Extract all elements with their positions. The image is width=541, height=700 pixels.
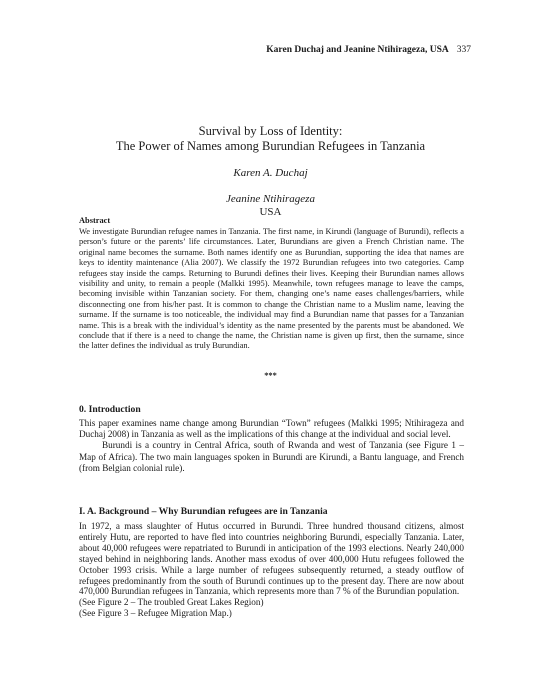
background-paragraph-1: In 1972, a mass slaughter of Hutus occurred in Burundi. Three hundred thousand citizens, almost entirely Hutu, are reported to have fled into countries neighboring Burundi, especially Tanzania. Later, about 40,000 refugees were repatriated to Burundi in anticipation of the 1993 elections. Nearly 240,000 stayed behind in neighboring lands. Another mass exodus of over 400,000 Hutu refugees followed the October 1993 crisis. While a large number of refugees subsequently returned, a steady outflow of refugees predominantly from the south of Burundi continues up to the present day. There are now about 470,000 Burundian refugees in Tanzania, which represents more than 7 % of the Burundian population. <box>79 521 464 597</box>
title-block <box>0 124 541 219</box>
author-2: Jeanine Ntihirageza <box>226 193 315 205</box>
section-separator: *** <box>264 371 277 380</box>
introduction-paragraph-2: Burundi is a country in Central Africa, south of Rwanda and west of Tanzania (see Figure 1 – Map of Africa). The two main languages spoken in Burundi are Kirundi, a Bantu language, and French (from Belgian colonial rule). <box>79 440 464 473</box>
background-body <box>79 521 464 619</box>
introduction-body <box>79 418 464 474</box>
running-head <box>266 45 471 55</box>
author-1: Karen A. Duchaj <box>233 167 308 179</box>
figure-reference-3: (See Figure 3 – Refugee Migration Map.) <box>79 608 232 619</box>
affiliation: USA <box>259 206 282 218</box>
introduction-heading: 0. Introduction <box>79 404 141 415</box>
figure-reference-2: (See Figure 2 – The troubled Great Lakes Region) <box>79 597 264 608</box>
paper-title-line1: Survival by Loss of Identity: <box>198 124 343 138</box>
running-head-authors: Karen Duchaj and Jeanine Ntihirageza, USA <box>266 45 449 55</box>
background-heading: I. A. Background – Why Burundian refugees are in Tanzania <box>79 506 328 517</box>
abstract-text: We investigate Burundian refugee names in Tanzania. The first name, in Kirundi (language of Burundi), reflects a person’s future or the parents’ life circumstances. Later, Burundians are given a French Christian name. The original name becomes the surname. Both names identify one as Burundian, supporting the idea that names are keys to identity maintenance (Alia 2007). We classify the 1972 Burundian refugees into two categories. Camp refugees stay inside the camps. Returning to Burundi defines their lives. Keeping their Burundian names allows visibility and unity, to remain a people (Malkki 1995). Meanwhile, town refugees manage to leave the camps, becoming invisible within Tanzanian society. For them, changing one’s name eases challenges/barriers, while disconnecting one from his/her past. It is common to change the Christian name to a Muslim name, leaving the surname. If the surname is too noticeable, the individual may find a Burundian name that passes for a Tanzanian name. This is a break with the individual’s identity as the name presented by the parents must be abandoned. We conclude that if there is a need to change the name, the Christian name is given up first, then the surname, since the latter defines the individual as truly Burundian. <box>79 227 464 351</box>
abstract-heading: Abstract <box>79 216 111 225</box>
introduction-paragraph-1: This paper examines name change among Burundian “Town” refugees (Malkki 1995; Ntihirageza and Duchaj 2008) in Tanzania as well as the implications of this change at the individual and social level. <box>79 418 464 440</box>
paper-title-line2: The Power of Names among Burundian Refugees in Tanzania <box>115 139 426 153</box>
page-number: 337 <box>456 45 471 55</box>
